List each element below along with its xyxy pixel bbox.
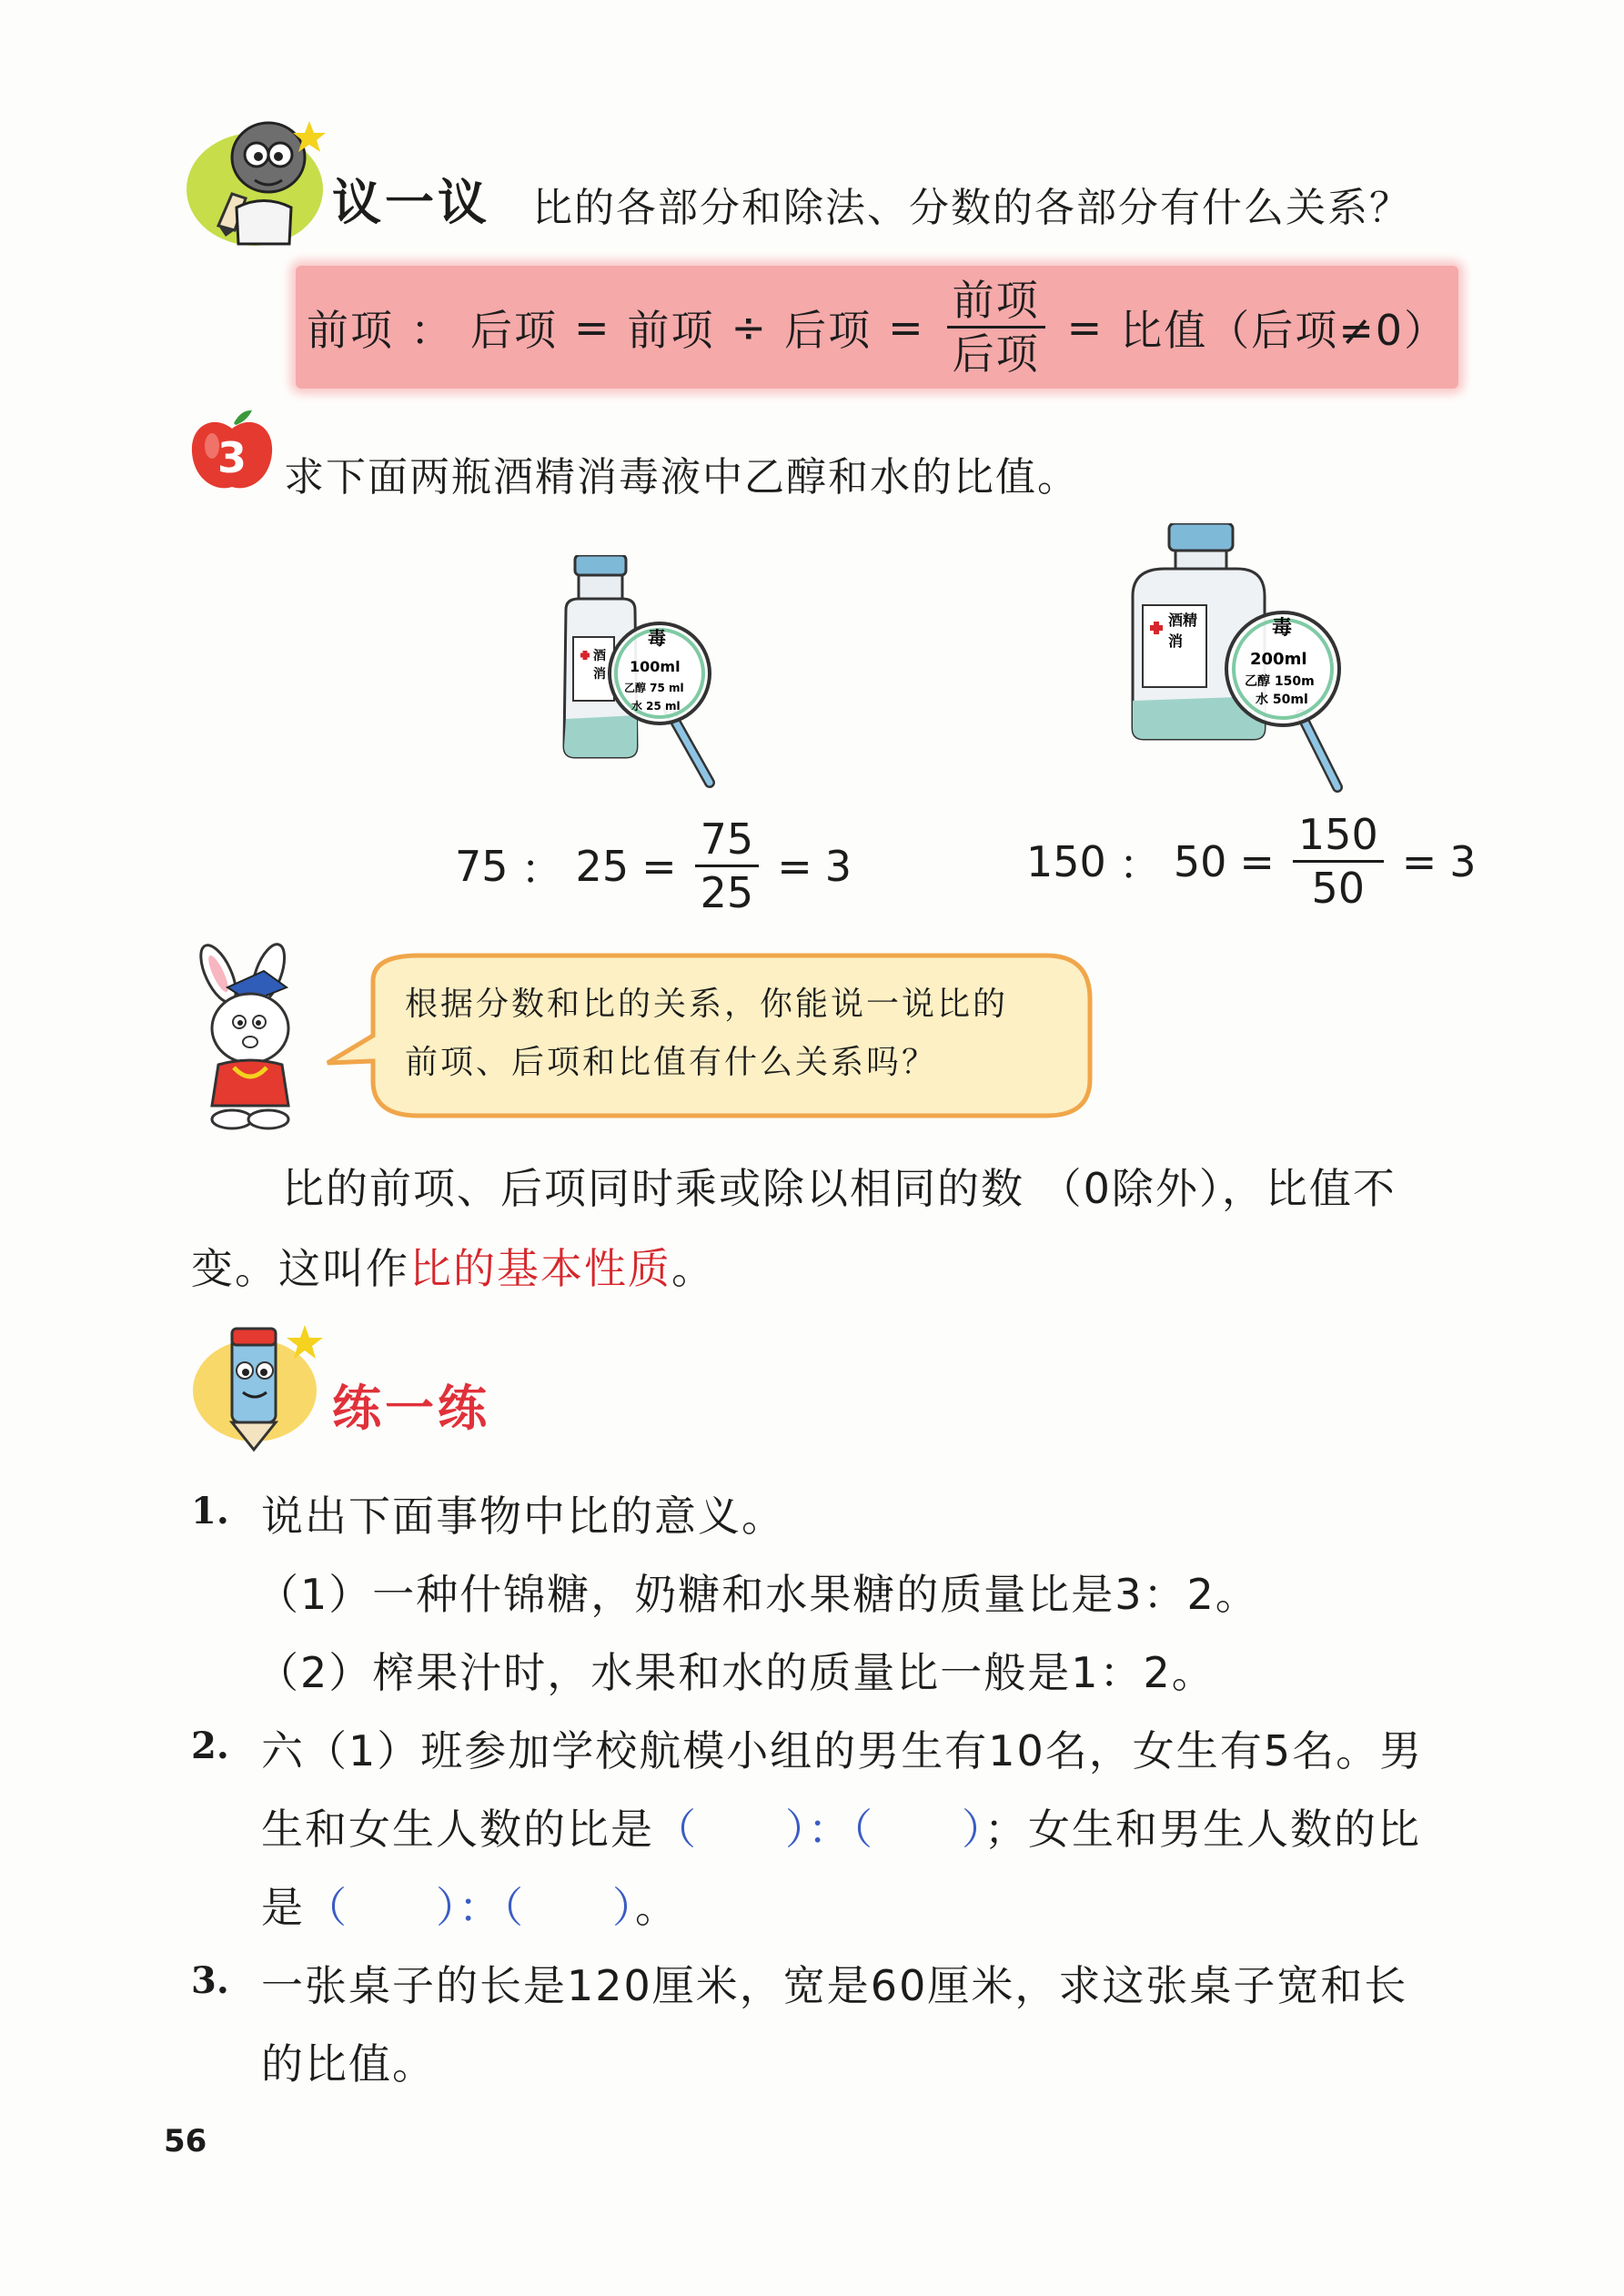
q2-blank2[interactable]: （ ）：（ ）: [305, 1883, 635, 1932]
property-text2: 变。这叫作: [191, 1244, 409, 1293]
bottle1-label1: 酒: [593, 649, 606, 663]
calc1-equals: =: [641, 841, 677, 891]
formula-colon: ：: [410, 305, 454, 355]
calc1-denominator: 25: [700, 868, 754, 918]
bottle2-ethanol: 乙醇 150m: [1245, 674, 1315, 689]
property-paragraph: [191, 1148, 1483, 1309]
calc2-result: 3: [1449, 836, 1477, 886]
calc2-numerator: 150: [1293, 813, 1384, 863]
practice-title: 练一练: [332, 1380, 490, 1437]
formula-equals: =: [574, 302, 611, 352]
property-highlight: 比的基本性质: [409, 1244, 671, 1293]
calc2-equals: =: [1401, 836, 1437, 886]
property-line2: [191, 1229, 1483, 1309]
q1-sub1: （1）一种什锦糖，奶糖和水果糖的质量比是3：2。: [257, 1570, 1259, 1619]
bottle2-volume: 200ml: [1250, 650, 1307, 669]
q2-line2: [261, 1796, 1421, 1856]
bubble-text: [405, 976, 1096, 1092]
q1-number: 1.: [191, 1490, 229, 1532]
bubble-line2: 前项、后项和比值有什么关系吗？: [405, 1044, 938, 1081]
large-bottle-illustration: [1128, 523, 1347, 796]
q1-sub2: （2）榨果汁时，水果和水的质量比一般是1：2。: [257, 1648, 1215, 1697]
example-number: 3: [217, 433, 247, 482]
example-text: 求下面两瓶酒精消毒液中乙醇和水的比值。: [284, 454, 1079, 501]
formula-box: [296, 266, 1458, 389]
bottle2-mag-top: 毒: [1272, 617, 1293, 640]
property-line1: 比的前项、后项同时乘或除以相同的数 （0除外），比值不: [282, 1164, 1397, 1213]
q2-line1: 六（1）班参加学校航模小组的男生有10名，女生有5名。男: [261, 1726, 1424, 1775]
pencil-mascot-icon: [187, 1318, 332, 1454]
bottle1-mag-top: 毒: [648, 627, 666, 649]
calc1-antecedent: 75: [455, 841, 509, 891]
formula-divisor: 后项: [784, 305, 873, 355]
formula-fraction: [947, 275, 1045, 379]
q2-number: 2.: [191, 1725, 229, 1767]
formula-equals: =: [888, 302, 925, 352]
apple-number-icon: [187, 405, 277, 496]
formula-consequent: 后项: [470, 305, 558, 355]
formula-divide: ÷: [731, 302, 769, 352]
q2-line3-b: 。: [635, 1883, 679, 1932]
discuss-title: 议一议: [332, 174, 490, 231]
rabbit-mascot-icon: [177, 942, 323, 1133]
formula-antecedent: 前项: [307, 305, 394, 355]
q2-line2-a: 生和女生人数的比是: [261, 1805, 654, 1854]
calc1-fraction: [695, 814, 760, 918]
q2-line2-b: ；女生和男生人数的比: [984, 1805, 1421, 1854]
calc2-equals: =: [1239, 836, 1275, 886]
calc1-result: 3: [824, 841, 852, 891]
small-bottle-illustration: [546, 555, 728, 801]
q2-blank1[interactable]: （ ）：（ ）: [654, 1805, 984, 1854]
calc1-colon: ：: [520, 844, 563, 894]
calc-bottle1: [455, 814, 852, 918]
bottle1-ethanol: 乙醇 75 ml: [624, 682, 684, 694]
bottle1-volume: 100ml: [630, 658, 681, 675]
bubble-line1: 根据分数和比的关系，你能说一说比的: [405, 986, 1009, 1023]
formula-dividend: 前项: [627, 305, 715, 355]
calc2-antecedent: 150: [1026, 836, 1106, 886]
discuss-mascot-icon: [182, 107, 337, 253]
calc2-consequent: 50: [1173, 836, 1227, 886]
fraction-numerator: 前项: [947, 278, 1045, 329]
calc2-colon: ：: [1118, 839, 1161, 889]
q2-line3-a: 是: [261, 1883, 305, 1932]
calc1-consequent: 25: [575, 841, 630, 891]
calc-bottle2: [1026, 810, 1477, 914]
bottle1-label2: 消: [593, 667, 606, 682]
calc1-equals: =: [777, 841, 812, 891]
page-number: 56: [164, 2123, 207, 2159]
bottle2-label1: 酒精: [1168, 612, 1198, 629]
q2-line3: [261, 1875, 679, 1935]
calc1-numerator: 75: [695, 817, 760, 867]
formula-equals: =: [1066, 302, 1105, 352]
bottle1-water: 水 25 ml: [631, 700, 681, 713]
bottle2-water: 水 50ml: [1256, 693, 1308, 707]
q3-line2: 的比值。: [261, 2039, 436, 2089]
q3-number: 3.: [191, 1959, 229, 2002]
q3-line1: 一张桌子的长是120厘米，宽是60厘米，求这张桌子宽和长: [261, 1961, 1408, 2010]
bottle2-label2: 消: [1168, 632, 1184, 650]
fraction-denominator: 后项: [952, 329, 1040, 379]
ratio-formula: [296, 266, 1458, 389]
discuss-question: 比的各部分和除法、分数的各部分有什么关系？: [532, 185, 1411, 231]
q1-text: 说出下面事物中比的意义。: [261, 1492, 785, 1541]
property-end: 。: [671, 1244, 715, 1293]
formula-result: 比值（后项≠0）: [1120, 305, 1447, 355]
calc2-fraction: [1293, 810, 1384, 914]
calc2-denominator: 50: [1311, 864, 1366, 914]
